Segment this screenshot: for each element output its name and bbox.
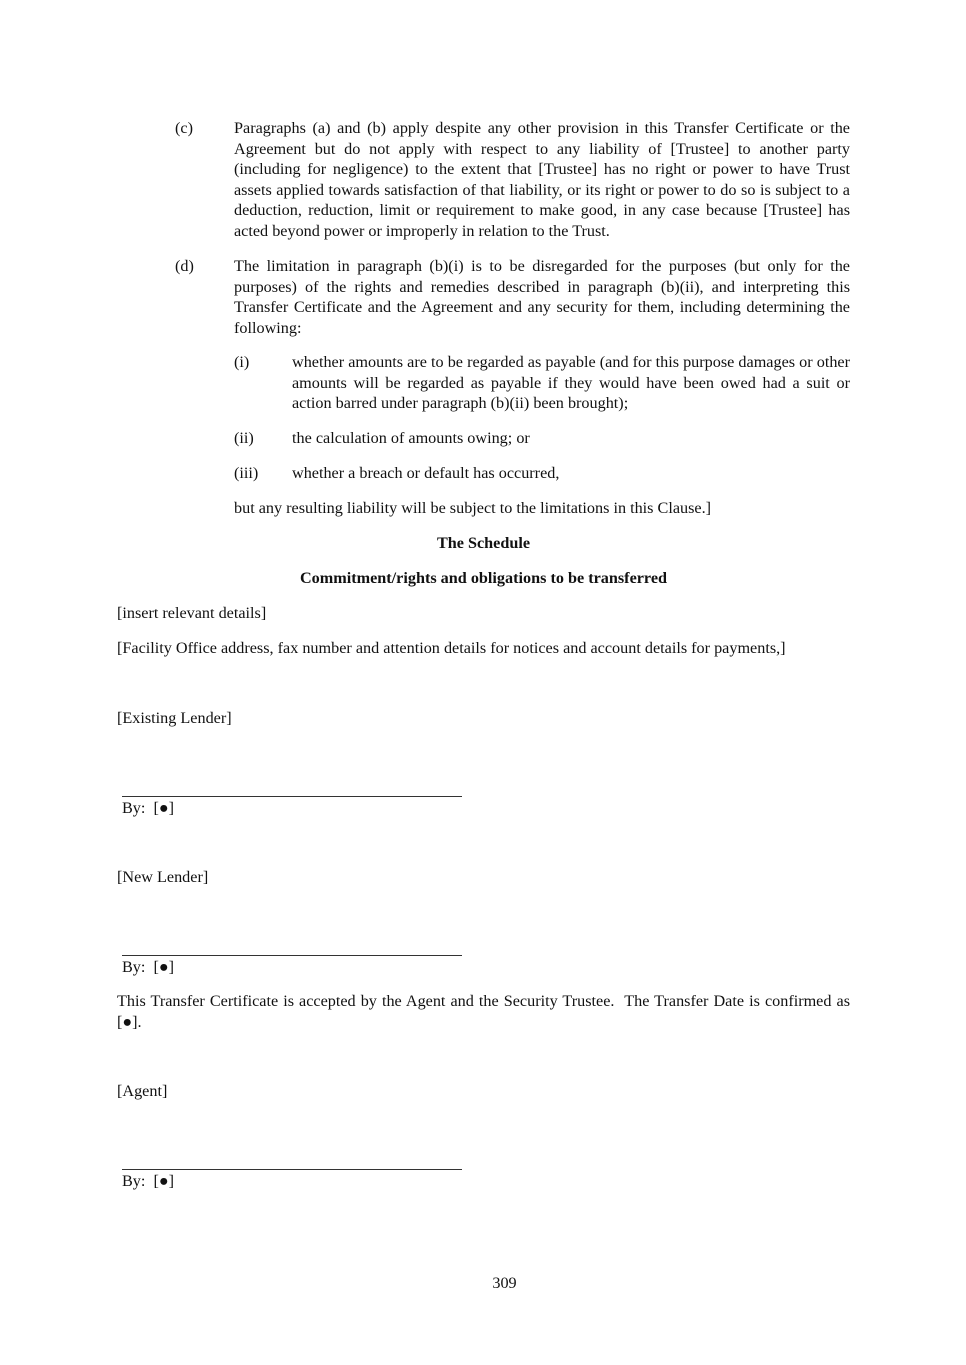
existing-lender-name: [Existing Lender] — [117, 709, 232, 727]
subitem-i-text: whether amounts are to be regarded as payable (and for this purpose damages or other amounts will be regarded as payable if they would have been owed had a suit or action barred under paragraph (b)(ii) been brought); — [292, 353, 850, 412]
new-lender-by — [122, 957, 174, 978]
clause-c-text: Paragraphs (a) and (b) apply despite any other provision in this Transfer Certificate or the Agreement but do not apply with respect to any liability of [Trustee] to another party (including for negligence) to the extent that [Trustee] has no right or power to have Trust assets applied towards satisfaction of that liability, or its right or power to do so is subject to a deduction, reduction, limit or requirement to make good, in any case because [Trustee] has acted beyond power or improperly in relation to the Trust. — [234, 119, 850, 240]
schedule-subtitle: Commitment/rights and obligations to be transferred — [299, 569, 668, 587]
subitem-ii-label: (ii) — [234, 429, 254, 447]
agent-signature-line — [122, 1169, 462, 1170]
page-number: 309 — [492, 1274, 517, 1292]
agent-name: [Agent] — [117, 1082, 168, 1100]
by-value: [●] — [153, 799, 175, 817]
agent-by — [122, 1171, 174, 1192]
clause-d-text: The limitation in paragraph (b)(i) is to be disregarded for the purposes (but only for the purposes) of the rights and remedies described in paragraph (b)(ii), and interpreting this Transfer Certificate and the Agreement and any security for them, including determining the following: — [234, 257, 850, 337]
by-label: By: — [122, 1172, 146, 1190]
acceptance-statement: This Transfer Certificate is accepted by the Agent and the Security Trustee. The Transfer Date is confirmed as [●]. — [117, 992, 855, 1031]
new-lender-signature-line — [122, 955, 462, 956]
clause-c-label: (c) — [175, 119, 193, 137]
by-label: By: — [122, 799, 146, 817]
new-lender-name: [New Lender] — [117, 868, 209, 886]
existing-lender-by — [122, 798, 174, 819]
schedule-facility-office: [Facility Office address, fax number and attention details for notices and account details for payments,] — [117, 639, 786, 657]
schedule-details: [insert relevant details] — [117, 604, 267, 622]
by-value: [●] — [153, 1172, 175, 1190]
clause-d-label: (d) — [175, 257, 194, 275]
subitem-iii-label: (iii) — [234, 464, 259, 482]
subitem-i-label: (i) — [234, 353, 250, 371]
by-value: [●] — [153, 958, 175, 976]
subitem-ii-text: the calculation of amounts owing; or — [292, 429, 530, 447]
schedule-title: The Schedule — [436, 534, 531, 552]
by-label: By: — [122, 958, 146, 976]
clause-d-closing: but any resulting liability will be subject to the limitations in this Clause.] — [234, 499, 712, 517]
subitem-iii-text: whether a breach or default has occurred, — [292, 464, 560, 482]
existing-lender-signature-line — [122, 796, 462, 797]
